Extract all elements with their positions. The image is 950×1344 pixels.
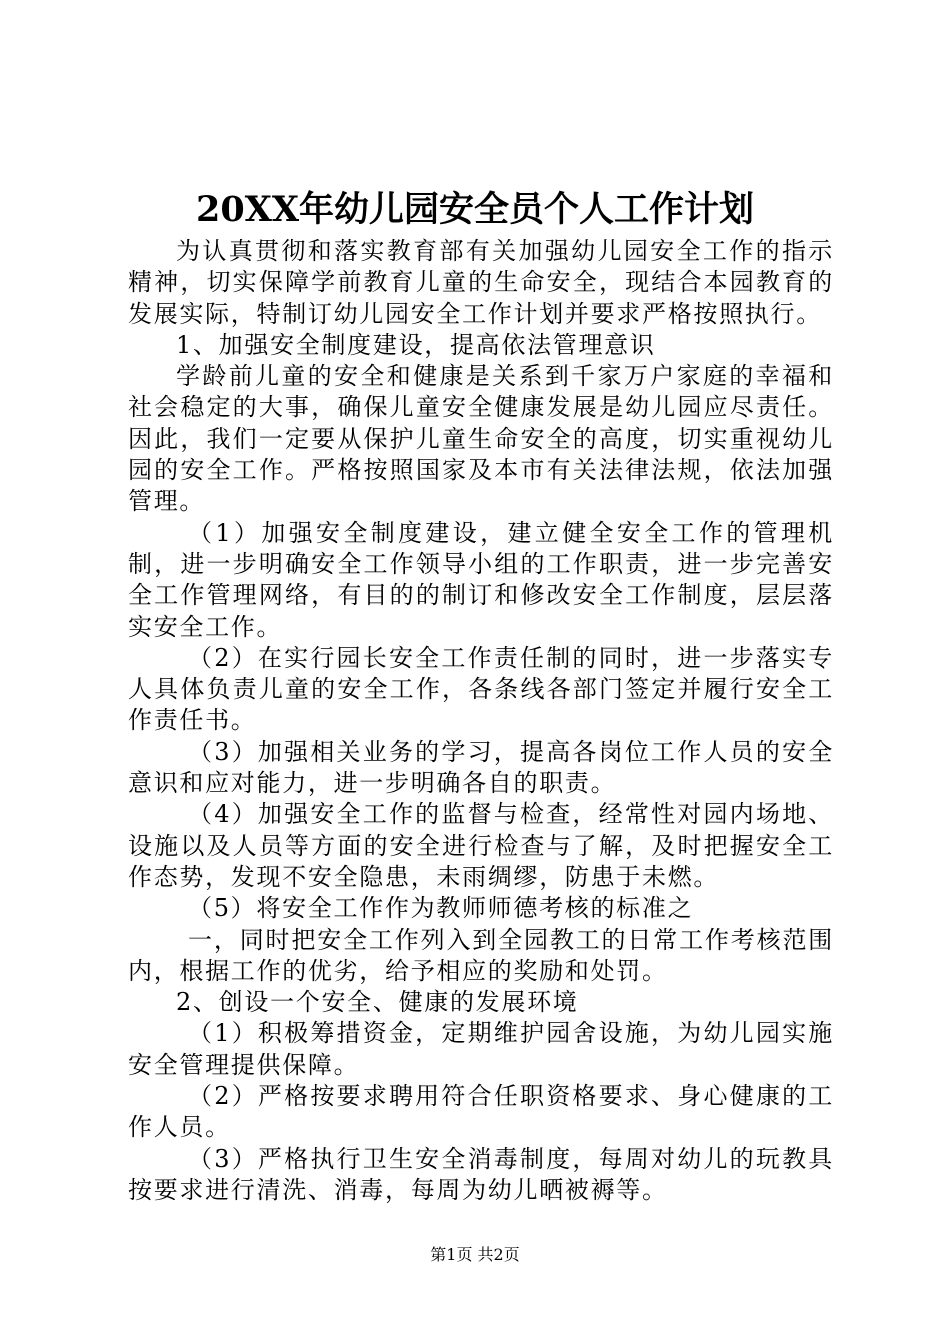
list-item: （1）加强安全制度建设，建立健全安全工作的管理机制，进一步明确安全工作领导小组的工作职责，进一步完善安全工作管理网络，有目的的制订和修改安全工作制度，层层落实安全工作。 (128, 518, 834, 641)
section-heading-1: 1、加强安全制度建设，提高依法管理意识 (176, 330, 656, 359)
list-item: （2）在实行园长安全工作责任制的同时，进一步落实专人具体负责儿童的安全工作，各条线各部门签定并履行安全工作责任书。 (128, 643, 834, 735)
intro-paragraph: 为认真贯彻和落实教育部有关加强幼儿园安全工作的指示精神，切实保障学前教育儿童的生命安全，现结合本园教育的发展实际，特制订幼儿园安全工作计划并要求严格按照执行。 (128, 237, 834, 328)
page-footer: 第1页 共2页 (430, 1245, 520, 1264)
body-paragraph: 学龄前儿童的安全和健康是关系到千家万户家庭的幸福和社会稳定的大事，确保儿童安全健康发展是幼儿园应尽责任。因此，我们一定要从保护儿童生命安全的高度，切实重视幼儿园的安全工作。严格按照国家及本市有关法律法规，依法加强管理。 (128, 362, 834, 516)
body-paragraph: 一，同时把安全工作列入到全园教工的日常工作考核范围内，根据工作的优劣，给予相应的奖励和处罚。 (128, 925, 834, 985)
section-heading-2: 2、创设一个安全、健康的发展环境 (176, 988, 579, 1017)
list-item: （1）积极筹措资金，定期维护园舍设施，为幼儿园实施安全管理提供保障。 (128, 1019, 834, 1079)
list-item: （3）严格执行卫生安全消毒制度，每周对幼儿的玩教具按要求进行清洗、消毒，每周为幼儿晒被褥等。 (128, 1144, 834, 1204)
list-item: （4）加强安全工作的监督与检查，经常性对园内场地、设施以及人员等方面的安全进行检查与了解，及时把握安全工作态势，发现不安全隐患，未雨绸缪，防患于未燃。 (128, 800, 834, 891)
document-body (128, 236, 834, 1206)
list-item: （5）将安全工作作为教师师德考核的标准之 (188, 894, 694, 923)
document-title: 20XX年幼儿园安全员个人工作计划 (195, 189, 755, 230)
list-item: （2）严格按要求聘用符合任职资格要求、身心健康的工作人员。 (128, 1082, 834, 1142)
list-item: （3）加强相关业务的学习，提高各岗位工作人员的安全意识和应对能力，进一步明确各自的职责。 (128, 737, 834, 798)
